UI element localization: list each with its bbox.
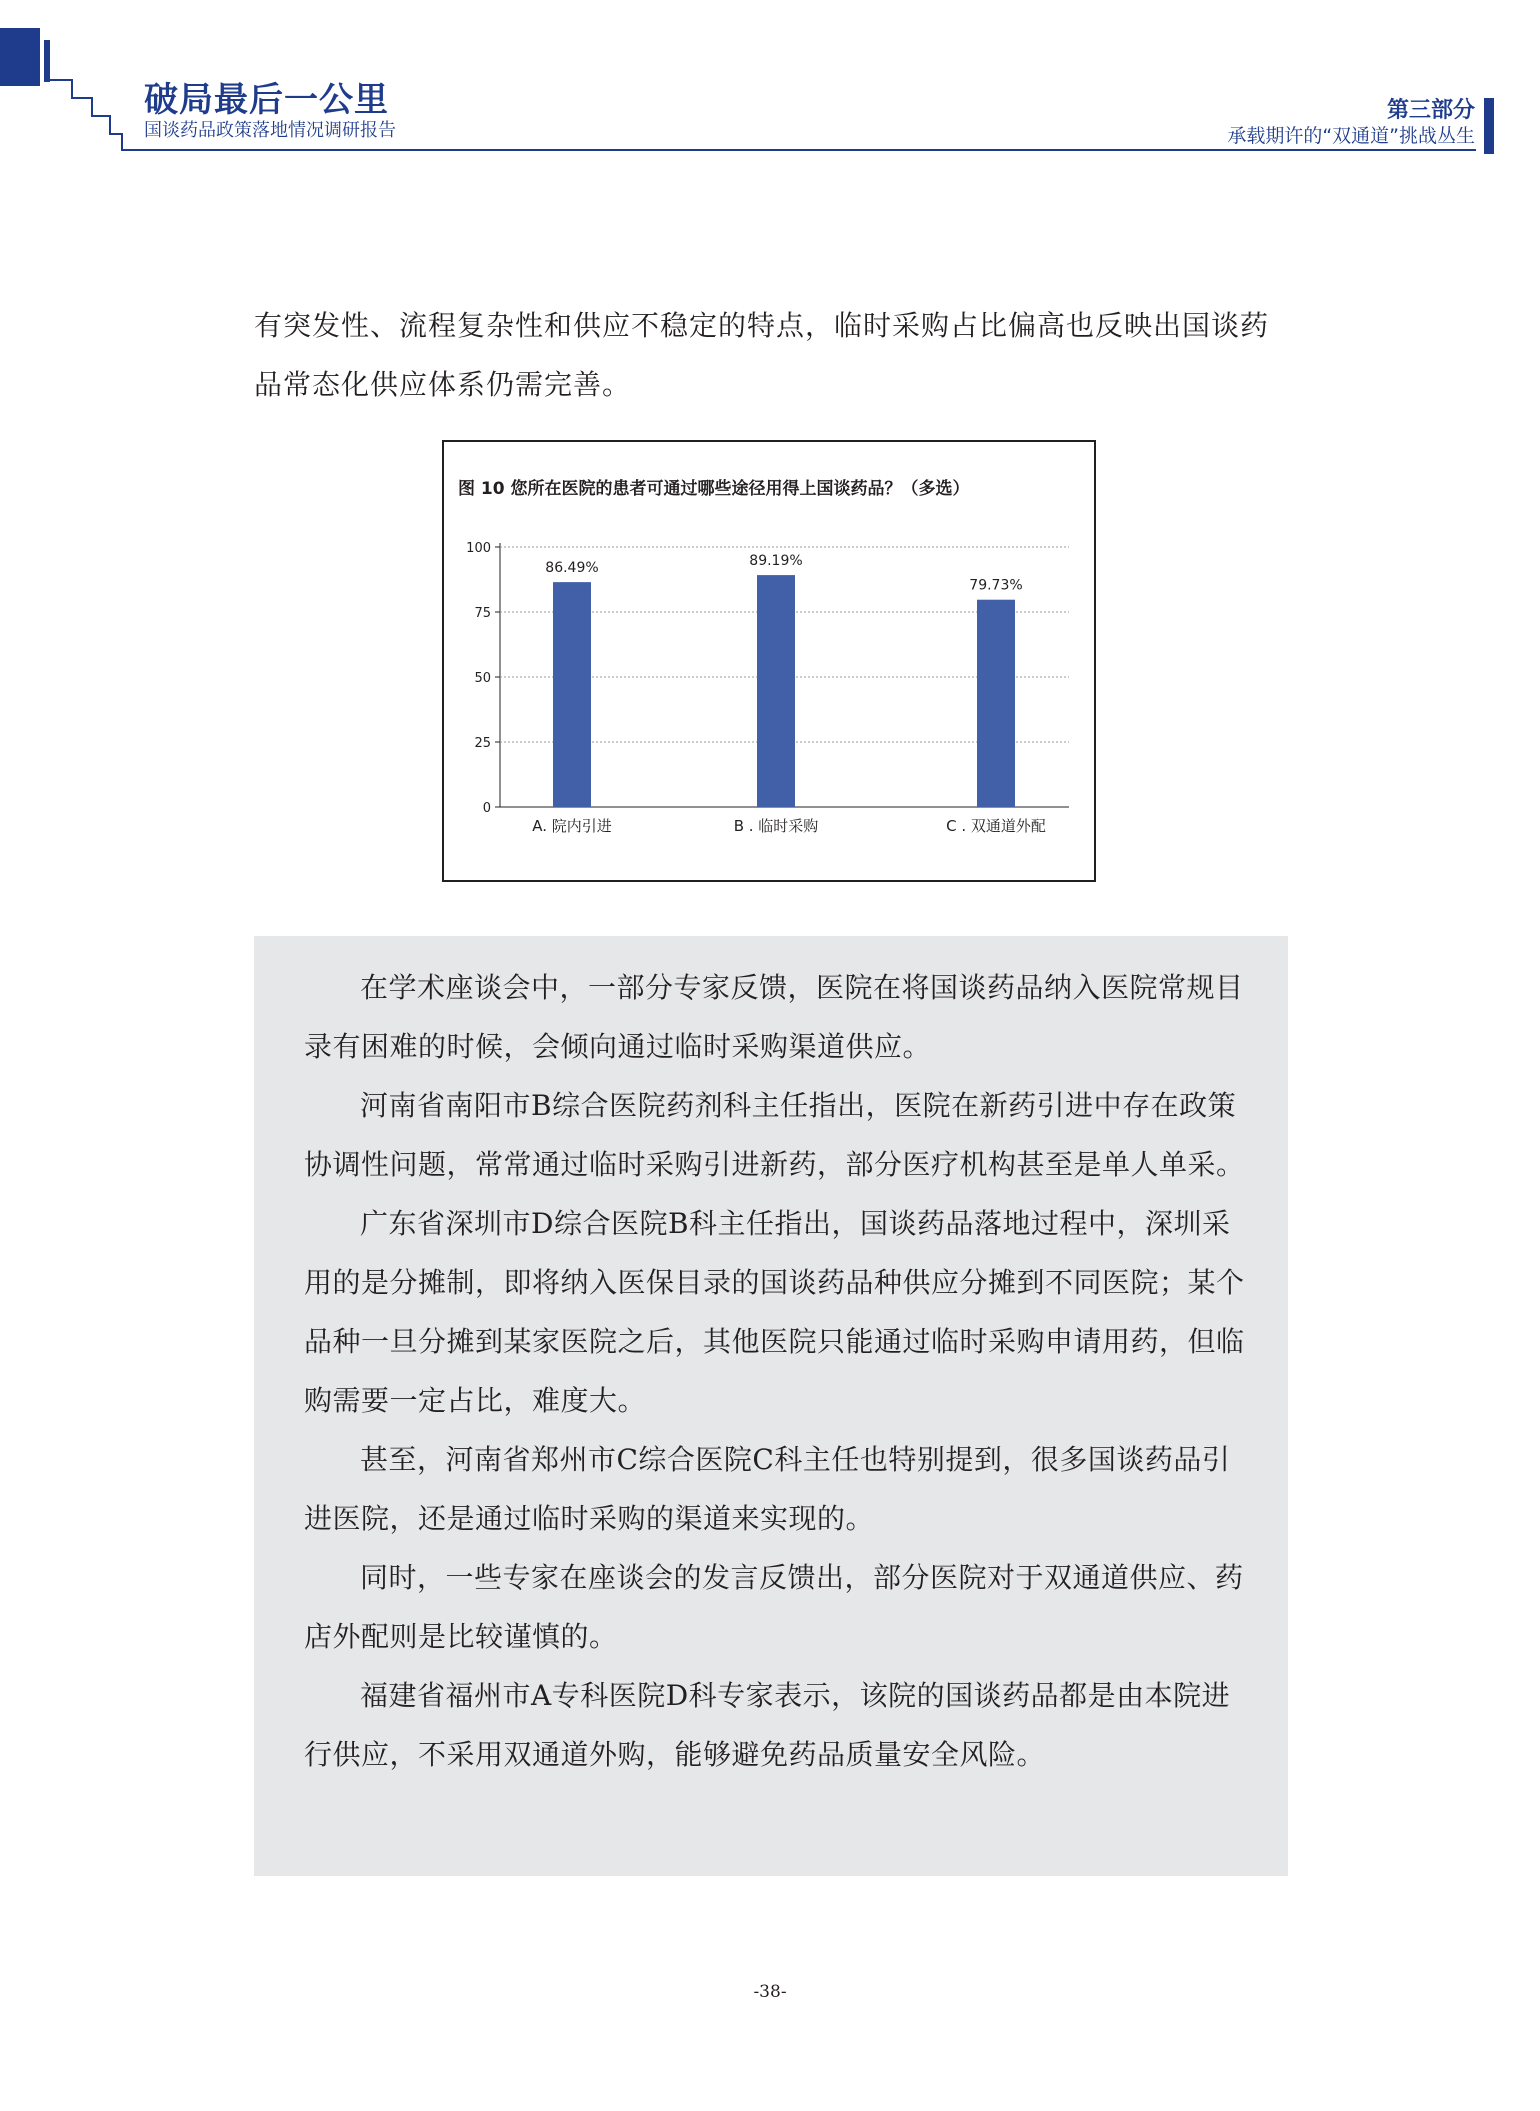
quote-paragraph: 广东省深圳市D综合医院B科主任指出，国谈药品落地过程中，深圳采用的是分摊制，即将纳入医保目录的国谈药品种供应分摊到不同医院；某个品种一旦分摊到某家医院之后，其他医院只能通过临时采购申请用药，但临购需要一定占比，难度大。: [304, 1207, 1245, 1417]
quote-paragraph: 河南省南阳市B综合医院药剂科主任指出，医院在新药引进中存在政策协调性问题，常常通过临时采购引进新药，部分医疗机构甚至是单人单采。: [304, 1089, 1245, 1181]
expert-feedback-text: [254, 936, 1288, 1784]
bar: [977, 600, 1015, 807]
y-tick-label: 50: [474, 671, 491, 686]
header-accent-bar: [1484, 98, 1494, 154]
bar-chart: [444, 442, 1094, 880]
category-label: A. 院内引进: [532, 817, 612, 835]
y-tick-label: 100: [466, 541, 491, 556]
quote-paragraph: 在学术座谈会中，一部分专家反馈，医院在将国谈药品纳入医院常规目录有困难的时候，会倾向通过临时采购渠道供应。: [304, 971, 1244, 1063]
y-tick-label: 0: [482, 801, 491, 816]
quote-paragraph: 同时，一些专家在座谈会的发言反馈出，部分医院对于双通道供应、药店外配则是比较谨慎的。: [304, 1561, 1244, 1653]
report-title: 破局最后一公里: [144, 80, 389, 120]
quote-paragraph: 甚至，河南省郑州市C综合医院C科主任也特别提到，很多国谈药品引进医院，还是通过临时采购的渠道来实现的。: [304, 1443, 1231, 1535]
page-number: -38-: [753, 1982, 787, 2002]
y-tick-label: 75: [474, 606, 491, 621]
part-label: 第三部分: [1386, 98, 1475, 123]
category-label: B . 临时采购: [733, 817, 819, 835]
bar-value-label: 89.19%: [749, 553, 803, 570]
quote-paragraph: 福建省福州市A专科医院D科专家表示，该院的国谈药品都是由本院进行供应，不采用双通道外购，能够避免药品质量安全风险。: [304, 1679, 1231, 1771]
chart-figure: [442, 440, 1096, 882]
part-title: 承载期许的“双通道”挑战丛生: [1227, 125, 1475, 147]
bar-value-label: 86.49%: [545, 560, 599, 577]
expert-feedback-box: [254, 936, 1288, 1876]
bar-value-label: 79.73%: [969, 577, 1023, 594]
bar: [757, 575, 795, 807]
category-label: C . 双通道外配: [946, 817, 1046, 835]
bar: [553, 582, 591, 807]
report-subtitle: 国谈药品政策落地情况调研报告: [144, 120, 396, 141]
y-tick-label: 25: [474, 736, 491, 751]
chart-title: 图 10 您所在医院的患者可通过哪些途径用得上国谈药品？（多选）: [458, 479, 970, 499]
intro-paragraph: 有突发性、流程复杂性和供应不稳定的特点，临时采购占比偏高也反映出国谈药品常态化供应体系仍需完善。: [254, 309, 1270, 401]
